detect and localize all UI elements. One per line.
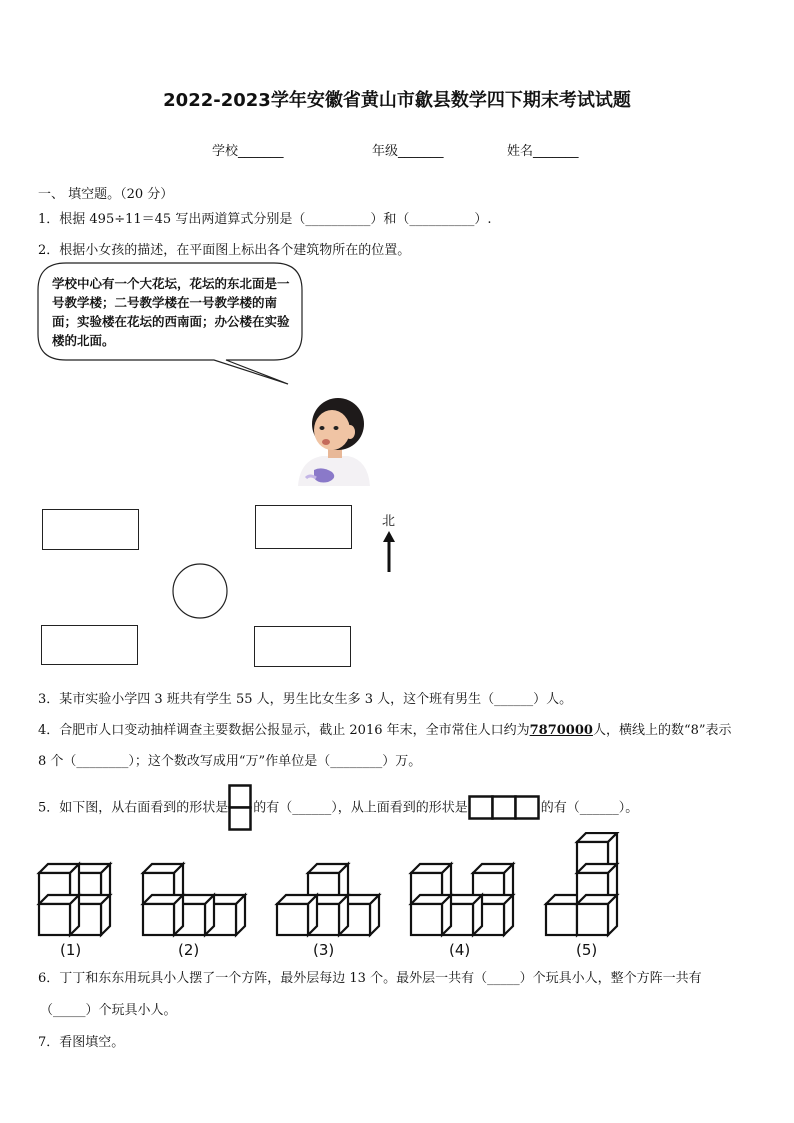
school-field: 学校_______ — [212, 144, 284, 159]
question-4 — [38, 719, 732, 738]
girl-illustration — [292, 394, 372, 486]
north-label: 北 — [382, 514, 396, 529]
population-number: 7870000 — [529, 723, 593, 738]
cube-figures — [0, 832, 794, 964]
speech-bubble-text: 学校中心有一个大花坛，花坛的东北面是一号教学楼；二号教学楼在一号教学楼的南面；实验楼在花坛的西南面；办公楼在实验楼的北面。 — [52, 276, 290, 348]
question-1: 1．根据 495÷11＝45 写出两道算式分别是（__________）和（__________）. — [38, 212, 492, 227]
page-title: 2022-2023学年安徽省黄山市歙县数学四下期末考试试题 — [163, 90, 631, 111]
question-5-text-c: 的有（______）。 — [540, 800, 639, 816]
figure-label-4: (4) — [449, 941, 471, 959]
question-6-cont: （_____）个玩具小人。 — [40, 1003, 177, 1018]
figure-label-3: (3) — [313, 941, 335, 959]
name-field: 姓名_______ — [507, 144, 579, 159]
figure-label-5: (5) — [576, 941, 598, 959]
building-box-northwest[interactable] — [42, 509, 139, 550]
question-4-cont: 8 个（________）；这个数改写成用“万”作单位是（________）万。 — [38, 754, 422, 769]
question-7: 7．看图填空。 — [38, 1035, 125, 1050]
question-6: 6．丁丁和东东用玩具小人摆了一个方阵，最外层每边 13 个。最外层一共有（_____）个玩具小人，整个方阵一共有 — [38, 971, 702, 986]
cube-figure-4 — [411, 864, 513, 935]
figure-label-1: (1) — [60, 941, 82, 959]
question-5 — [38, 784, 638, 832]
building-box-southwest[interactable] — [41, 625, 138, 665]
grade-field: 年级_______ — [372, 144, 444, 159]
north-arrow-icon — [381, 530, 397, 574]
cube-figure-5 — [546, 833, 617, 935]
building-box-southeast[interactable] — [254, 626, 351, 667]
question-2: 2．根据小女孩的描述，在平面图上标出各个建筑物所在的位置。 — [38, 243, 411, 258]
question-5-text-b: 的有（______），从上面看到的形状是 — [253, 800, 468, 816]
question-5-text-a: 5．如下图，从右面看到的形状是 — [38, 800, 229, 816]
flower-bed-circle — [171, 563, 229, 621]
figure-label-2: (2) — [178, 941, 200, 959]
section-heading: 一、 填空题。（20 分） — [38, 187, 174, 202]
question-4-text-b: 人，横线上的数“8”表示 — [592, 723, 732, 738]
building-box-northeast[interactable] — [255, 505, 352, 549]
cube-figure-2 — [143, 864, 245, 935]
right-view-shape-icon — [228, 784, 253, 832]
cube-figure-1 — [39, 864, 110, 935]
question-3: 3．某市实验小学四 3 班共有学生 55 人，男生比女生多 3 人，这个班有男生（______）人。 — [38, 692, 573, 707]
top-view-shape-icon — [468, 795, 541, 821]
question-4-text-a: 4．合肥市人口变动抽样调查主要数据公报显示，截止 2016 年末，全市常住人口约为 — [38, 723, 530, 738]
cube-figure-3 — [277, 864, 379, 935]
